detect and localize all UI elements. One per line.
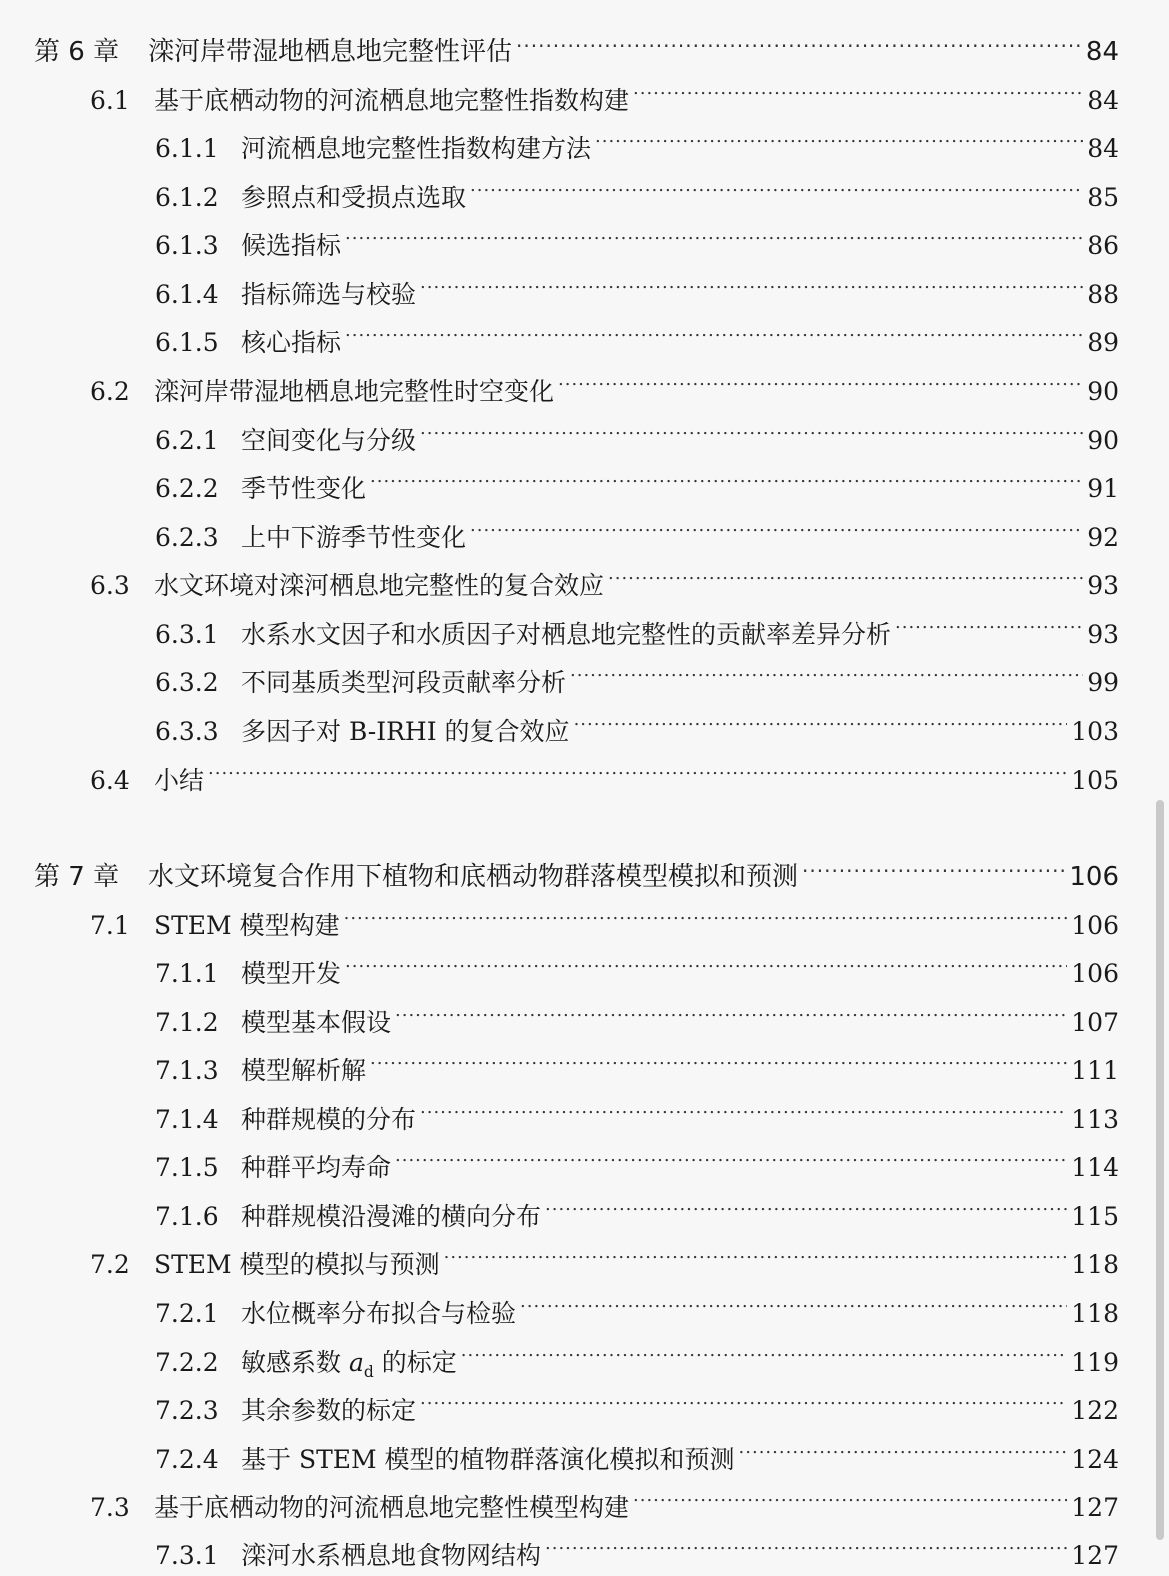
toc-number: 7.1.1 bbox=[155, 959, 219, 988]
toc-chapter-6[interactable] bbox=[34, 20, 1119, 67]
toc-number: 6.3 bbox=[90, 571, 130, 600]
toc-subsection-6-3-3[interactable] bbox=[155, 700, 1119, 746]
toc-number: 7.1.2 bbox=[155, 1008, 219, 1037]
toc-subsection-6-1-5[interactable] bbox=[155, 311, 1119, 357]
toc-leader-dots bbox=[545, 1524, 1067, 1564]
toc-title: 水系水文因子和水质因子对栖息地完整性的贡献率差异分析 bbox=[241, 620, 892, 649]
toc-page-number: 118 bbox=[1071, 1299, 1119, 1328]
toc-section-7-2[interactable] bbox=[90, 1233, 1119, 1279]
toc-number: 6.1.5 bbox=[155, 328, 219, 357]
toc-leader-dots bbox=[395, 991, 1067, 1031]
toc-page-number: 105 bbox=[1071, 766, 1119, 795]
toc-number: 7.2 bbox=[90, 1250, 130, 1279]
toc-subsection-7-2-4[interactable] bbox=[155, 1428, 1119, 1474]
toc-subsection-6-1-4[interactable] bbox=[155, 263, 1119, 309]
toc-leader-dots bbox=[595, 117, 1083, 157]
toc-page-number: 107 bbox=[1071, 1008, 1119, 1037]
toc-title: 指标筛选与校验 bbox=[241, 280, 417, 309]
toc-page-number: 84 bbox=[1085, 37, 1119, 67]
toc-title: 河流栖息地完整性指数构建方法 bbox=[241, 134, 592, 163]
toc-title-variable: a bbox=[348, 1348, 364, 1377]
toc-page-number: 99 bbox=[1087, 668, 1119, 697]
toc-page-number: 84 bbox=[1087, 86, 1119, 115]
toc-number: 6.1.3 bbox=[155, 231, 219, 260]
toc-number: 6.1.1 bbox=[155, 134, 219, 163]
toc-subsection-7-1-2[interactable] bbox=[155, 991, 1119, 1037]
toc-subsection-6-2-3[interactable] bbox=[155, 506, 1119, 552]
toc-title: 种群规模沿漫滩的横向分布 bbox=[241, 1202, 542, 1231]
toc-page-number: 118 bbox=[1071, 1250, 1119, 1279]
toc-leader-dots bbox=[470, 506, 1083, 546]
toc-page-number: 93 bbox=[1087, 620, 1119, 649]
toc-number: 6.3.3 bbox=[155, 717, 219, 746]
toc-title: 小结 bbox=[154, 766, 205, 795]
toc-title: 滦河水系栖息地食物网结构 bbox=[241, 1541, 542, 1570]
toc-leader-dots bbox=[570, 651, 1083, 691]
toc-leader-dots bbox=[461, 1331, 1068, 1371]
toc-leader-dots bbox=[633, 1476, 1067, 1516]
toc-section-6-1[interactable] bbox=[90, 69, 1119, 115]
toc-title: 核心指标 bbox=[241, 328, 342, 357]
toc-title: 基于 STEM 模型的植物群落演化模拟和预测 bbox=[241, 1445, 735, 1474]
toc-page-number: 127 bbox=[1071, 1493, 1119, 1522]
toc-leader-dots bbox=[420, 409, 1083, 449]
toc-subsection-7-2-2[interactable] bbox=[155, 1331, 1119, 1381]
toc-leader-dots bbox=[444, 1233, 1068, 1273]
toc-title: 不同基质类型河段贡献率分析 bbox=[241, 668, 567, 697]
toc-number: 6.3.2 bbox=[155, 668, 219, 697]
toc-title: 模型基本假设 bbox=[241, 1008, 392, 1037]
toc-page-number: 103 bbox=[1071, 717, 1119, 746]
toc-page-number: 119 bbox=[1071, 1348, 1119, 1377]
toc-leader-dots bbox=[802, 845, 1065, 885]
toc-subsection-7-1-5[interactable] bbox=[155, 1136, 1119, 1182]
toc-page-number: 106 bbox=[1071, 959, 1119, 988]
toc-page-number: 124 bbox=[1071, 1445, 1119, 1474]
toc-title: 模型解析解 bbox=[241, 1056, 367, 1085]
toc-leader-dots bbox=[739, 1428, 1068, 1468]
toc-subsection-7-1-3[interactable] bbox=[155, 1039, 1119, 1085]
toc-leader-dots bbox=[516, 20, 1082, 60]
toc-subsection-6-2-2[interactable] bbox=[155, 457, 1119, 503]
toc-number: 7.1.3 bbox=[155, 1056, 219, 1085]
vertical-scrollbar[interactable] bbox=[1156, 800, 1164, 1540]
toc-leader-dots bbox=[420, 263, 1083, 303]
toc-number: 7.1.5 bbox=[155, 1153, 219, 1182]
toc-page-number: 88 bbox=[1087, 280, 1119, 309]
toc-title: 季节性变化 bbox=[241, 474, 367, 503]
toc-subsection-7-1-6[interactable] bbox=[155, 1185, 1119, 1231]
toc-subsection-6-3-1[interactable] bbox=[155, 603, 1119, 649]
toc-title: 模型开发 bbox=[241, 959, 342, 988]
toc-leader-dots bbox=[345, 311, 1083, 351]
toc-leader-dots bbox=[420, 1088, 1067, 1128]
toc-section-6-2[interactable] bbox=[90, 360, 1119, 406]
toc-number: 7.2.4 bbox=[155, 1445, 219, 1474]
toc-page-number: 114 bbox=[1071, 1153, 1119, 1182]
toc-number: 6.3.1 bbox=[155, 620, 219, 649]
toc-subsection-7-1-1[interactable] bbox=[155, 942, 1119, 988]
toc-title: 空间变化与分级 bbox=[241, 426, 417, 455]
toc-subsection-6-1-2[interactable] bbox=[155, 166, 1119, 212]
toc-section-6-3[interactable] bbox=[90, 554, 1119, 600]
toc-number: 6.2.2 bbox=[155, 474, 219, 503]
toc-title: 水文环境复合作用下植物和底栖动物群落模型模拟和预测 bbox=[148, 862, 799, 892]
toc-number: 6.1.2 bbox=[155, 183, 219, 212]
toc-subsection-7-3-1[interactable] bbox=[155, 1524, 1119, 1570]
toc-number: 7.1 bbox=[90, 911, 130, 940]
toc-leader-dots bbox=[370, 457, 1083, 497]
toc-section-7-1[interactable] bbox=[90, 894, 1119, 940]
toc-leader-dots bbox=[633, 69, 1083, 109]
toc-subsection-7-2-1[interactable] bbox=[155, 1282, 1119, 1328]
toc-leader-dots bbox=[208, 749, 1067, 789]
toc-leader-dots bbox=[344, 894, 1068, 934]
toc-title: 候选指标 bbox=[241, 231, 342, 260]
toc-page-number: 92 bbox=[1087, 523, 1119, 552]
toc-leader-dots bbox=[895, 603, 1083, 643]
toc-page-number: 93 bbox=[1087, 571, 1119, 600]
toc-number: 7.2.1 bbox=[155, 1299, 219, 1328]
toc-page-number: 122 bbox=[1071, 1396, 1119, 1425]
toc-number: 6.2 bbox=[90, 377, 130, 406]
toc-title: 滦河岸带湿地栖息地完整性时空变化 bbox=[154, 377, 555, 406]
toc-page-number: 111 bbox=[1071, 1056, 1119, 1085]
toc-title: 种群规模的分布 bbox=[241, 1105, 417, 1134]
toc-title-suffix: 的标定 bbox=[373, 1348, 457, 1377]
toc-number: 6.1.4 bbox=[155, 280, 219, 309]
toc-page-number: 91 bbox=[1087, 474, 1119, 503]
toc-page-number: 106 bbox=[1071, 911, 1119, 940]
toc-page-number: 89 bbox=[1087, 328, 1119, 357]
toc-chapter-7[interactable] bbox=[34, 845, 1119, 892]
toc-number: 6.4 bbox=[90, 766, 130, 795]
toc-title-subscript: d bbox=[363, 1363, 374, 1381]
toc-number: 第 6 章 bbox=[34, 37, 120, 67]
toc-section-7-3[interactable] bbox=[90, 1476, 1119, 1522]
toc-title: 基于底栖动物的河流栖息地完整性模型构建 bbox=[154, 1493, 630, 1522]
toc-page-number: 85 bbox=[1087, 183, 1119, 212]
toc-page-number: 90 bbox=[1087, 426, 1119, 455]
toc-number: 第 7 章 bbox=[34, 862, 120, 892]
toc-title-prefix: 敏感系数 bbox=[241, 1348, 349, 1377]
toc-leader-dots bbox=[420, 1379, 1067, 1419]
toc-section-6-4[interactable] bbox=[90, 749, 1119, 795]
toc-page-number: 113 bbox=[1071, 1105, 1119, 1134]
toc-leader-dots bbox=[608, 554, 1083, 594]
toc-leader-dots bbox=[370, 1039, 1067, 1079]
toc-title: STEM 模型的模拟与预测 bbox=[154, 1250, 440, 1279]
toc-leader-dots bbox=[470, 166, 1083, 206]
toc-number: 7.1.6 bbox=[155, 1202, 219, 1231]
toc-title: 上中下游季节性变化 bbox=[241, 523, 467, 552]
toc-title: 其余参数的标定 bbox=[241, 1396, 417, 1425]
toc-page-number: 90 bbox=[1087, 377, 1119, 406]
toc-subsection-6-2-1[interactable] bbox=[155, 409, 1119, 455]
toc-leader-dots bbox=[345, 942, 1067, 982]
toc-title: 基于底栖动物的河流栖息地完整性指数构建 bbox=[154, 86, 630, 115]
toc-subsection-7-1-4[interactable] bbox=[155, 1088, 1119, 1134]
toc-page-number: 127 bbox=[1071, 1541, 1119, 1570]
toc-number: 7.1.4 bbox=[155, 1105, 219, 1134]
toc-leader-dots bbox=[395, 1136, 1067, 1176]
toc-title: 水文环境对滦河栖息地完整性的复合效应 bbox=[154, 571, 605, 600]
toc-leader-dots bbox=[520, 1282, 1067, 1322]
toc-number: 6.2.3 bbox=[155, 523, 219, 552]
toc-page-number: 106 bbox=[1069, 862, 1119, 892]
toc-number: 7.3.1 bbox=[155, 1541, 219, 1570]
toc-leader-dots bbox=[558, 360, 1083, 400]
toc-number: 7.2.3 bbox=[155, 1396, 219, 1425]
toc-title: 水位概率分布拟合与检验 bbox=[241, 1299, 517, 1328]
toc-number: 6.1 bbox=[90, 86, 130, 115]
toc-leader-dots bbox=[345, 214, 1083, 254]
toc-page-number: 115 bbox=[1071, 1202, 1119, 1231]
toc-title: 种群平均寿命 bbox=[241, 1153, 392, 1182]
toc-title: 滦河岸带湿地栖息地完整性评估 bbox=[148, 37, 513, 67]
toc-page-number: 84 bbox=[1087, 134, 1119, 163]
toc-subsection-6-1-1[interactable] bbox=[155, 117, 1119, 163]
toc-number: 7.2.2 bbox=[155, 1348, 219, 1377]
toc-title: 多因子对 B-IRHI 的复合效应 bbox=[241, 717, 570, 746]
toc-page-number: 86 bbox=[1087, 231, 1119, 260]
toc-subsection-6-1-3[interactable] bbox=[155, 214, 1119, 260]
toc-title: STEM 模型构建 bbox=[154, 911, 340, 940]
toc-number: 7.3 bbox=[90, 1493, 130, 1522]
toc-leader-dots bbox=[545, 1185, 1067, 1225]
toc-subsection-7-2-3[interactable] bbox=[155, 1379, 1119, 1425]
toc-subsection-6-3-2[interactable] bbox=[155, 651, 1119, 697]
toc-leader-dots bbox=[574, 700, 1068, 740]
toc-number: 6.2.1 bbox=[155, 426, 219, 455]
toc-title: 参照点和受损点选取 bbox=[241, 183, 467, 212]
